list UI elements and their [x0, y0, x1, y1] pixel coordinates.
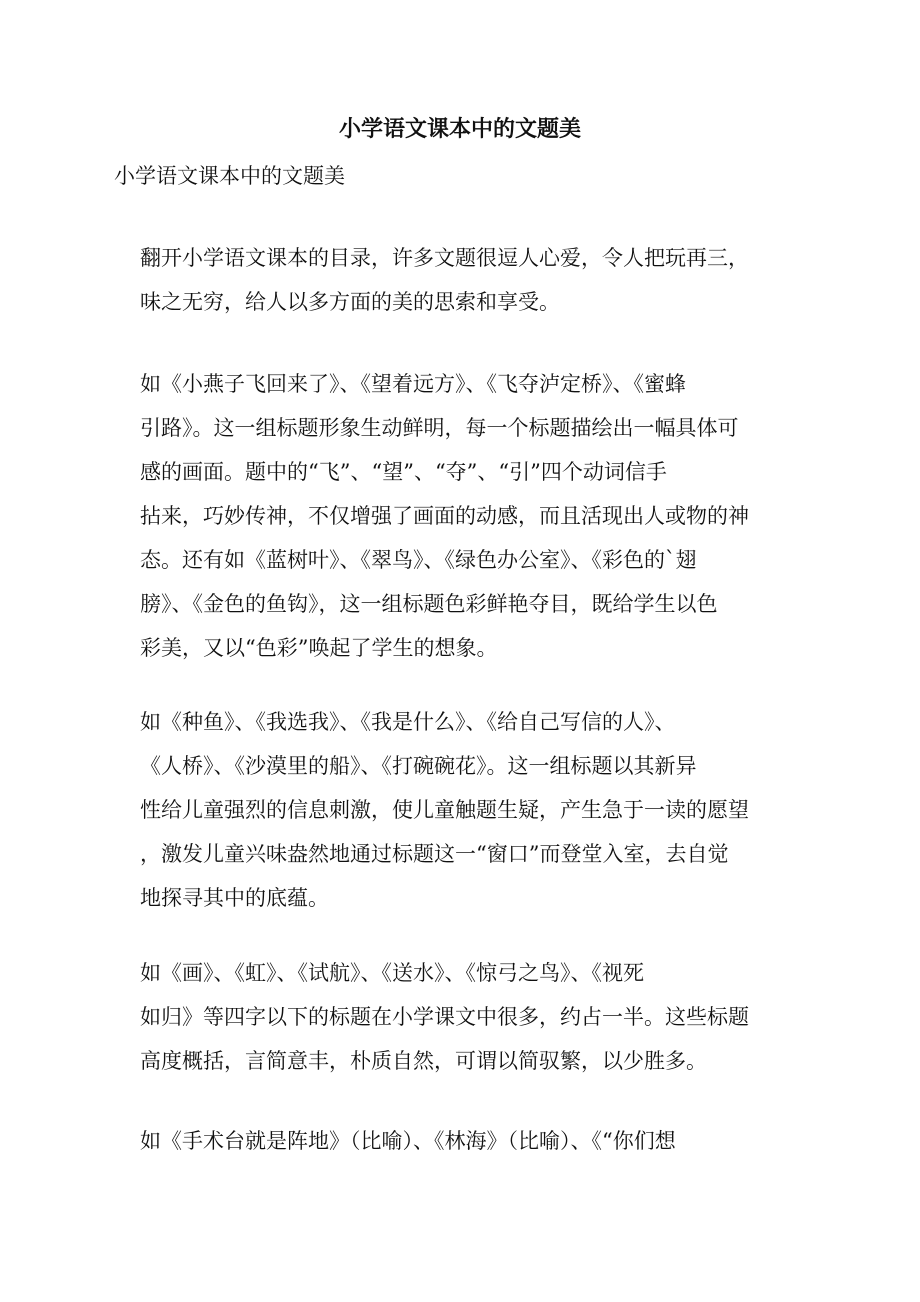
text-line: 如《种鱼》、《我选我》、《我是什么》、《给自己写信的人》、 [140, 710, 676, 734]
text-line: 地探寻其中的底蕴。 [140, 886, 329, 910]
paragraph-3 [140, 700, 790, 920]
text-line: 高度概括，言简意丰，朴质自然，可谓以简驭繁，以少胜多。 [140, 1049, 707, 1073]
text-line: 膀》、《金色的鱼钩》，这一组标题色彩鲜艳夺目，既给学生以色 [140, 592, 718, 616]
text-line: 态。还有如《蓝树叶》、《翠鸟》、《绿色办公室》、《彩色的`翅 [140, 548, 697, 572]
paragraph-5 [140, 1119, 790, 1163]
text-line: 如《画》、《虹》、《试航》、《送水》、《惊弓之鸟》、《视死 [140, 961, 644, 985]
text-line: 彩美，又以“色彩”唤起了学生的想象。 [140, 636, 498, 660]
text-line: 如《小燕子飞回来了》、《望着远方》、《飞夺泸定桥》、《蜜蜂 [140, 372, 686, 396]
paragraph-1 [140, 236, 790, 324]
text-line: 如《手术台就是阵地》（比喻）、《林海》（比喻）、《“你们想 [140, 1129, 676, 1153]
text-line: ，激发儿童兴味盎然地通过标题这一“窗口”而登堂入室，去自觉 [140, 842, 729, 866]
text-line: 感的画面。题中的“飞”、“望”、“夺”、“引”四个动词信手 [140, 460, 667, 484]
text-line: 味之无穷，给人以多方面的美的思索和享受。 [140, 290, 560, 314]
text-line: 翻开小学语文课本的目录，许多文题很逗人心爱，令人把玩再三， [140, 246, 749, 270]
document-title: 小学语文课本中的文题美 [338, 116, 581, 142]
paragraph-2 [140, 362, 790, 670]
text-line: 如归》等四字以下的标题在小学课文中很多，约占一半。这些标题 [140, 1005, 749, 1029]
text-line: 《人桥》、《沙漠里的船》、《打碗碗花》。这一组标题以其新异 [140, 754, 697, 778]
document-subtitle: 小学语文课本中的文题美 [114, 164, 345, 188]
paragraph-4 [140, 951, 790, 1083]
text-line: 性给儿童强烈的信息刺激，使儿童触题生疑，产生急于一读的愿望 [140, 798, 749, 822]
text-line: 引路》。这一组标题形象生动鲜明，每一个标题描绘出一幅具体可 [140, 416, 739, 440]
text-line: 拈来，巧妙传神，不仅增强了画面的动感，而且活现出人或物的神 [140, 504, 749, 528]
